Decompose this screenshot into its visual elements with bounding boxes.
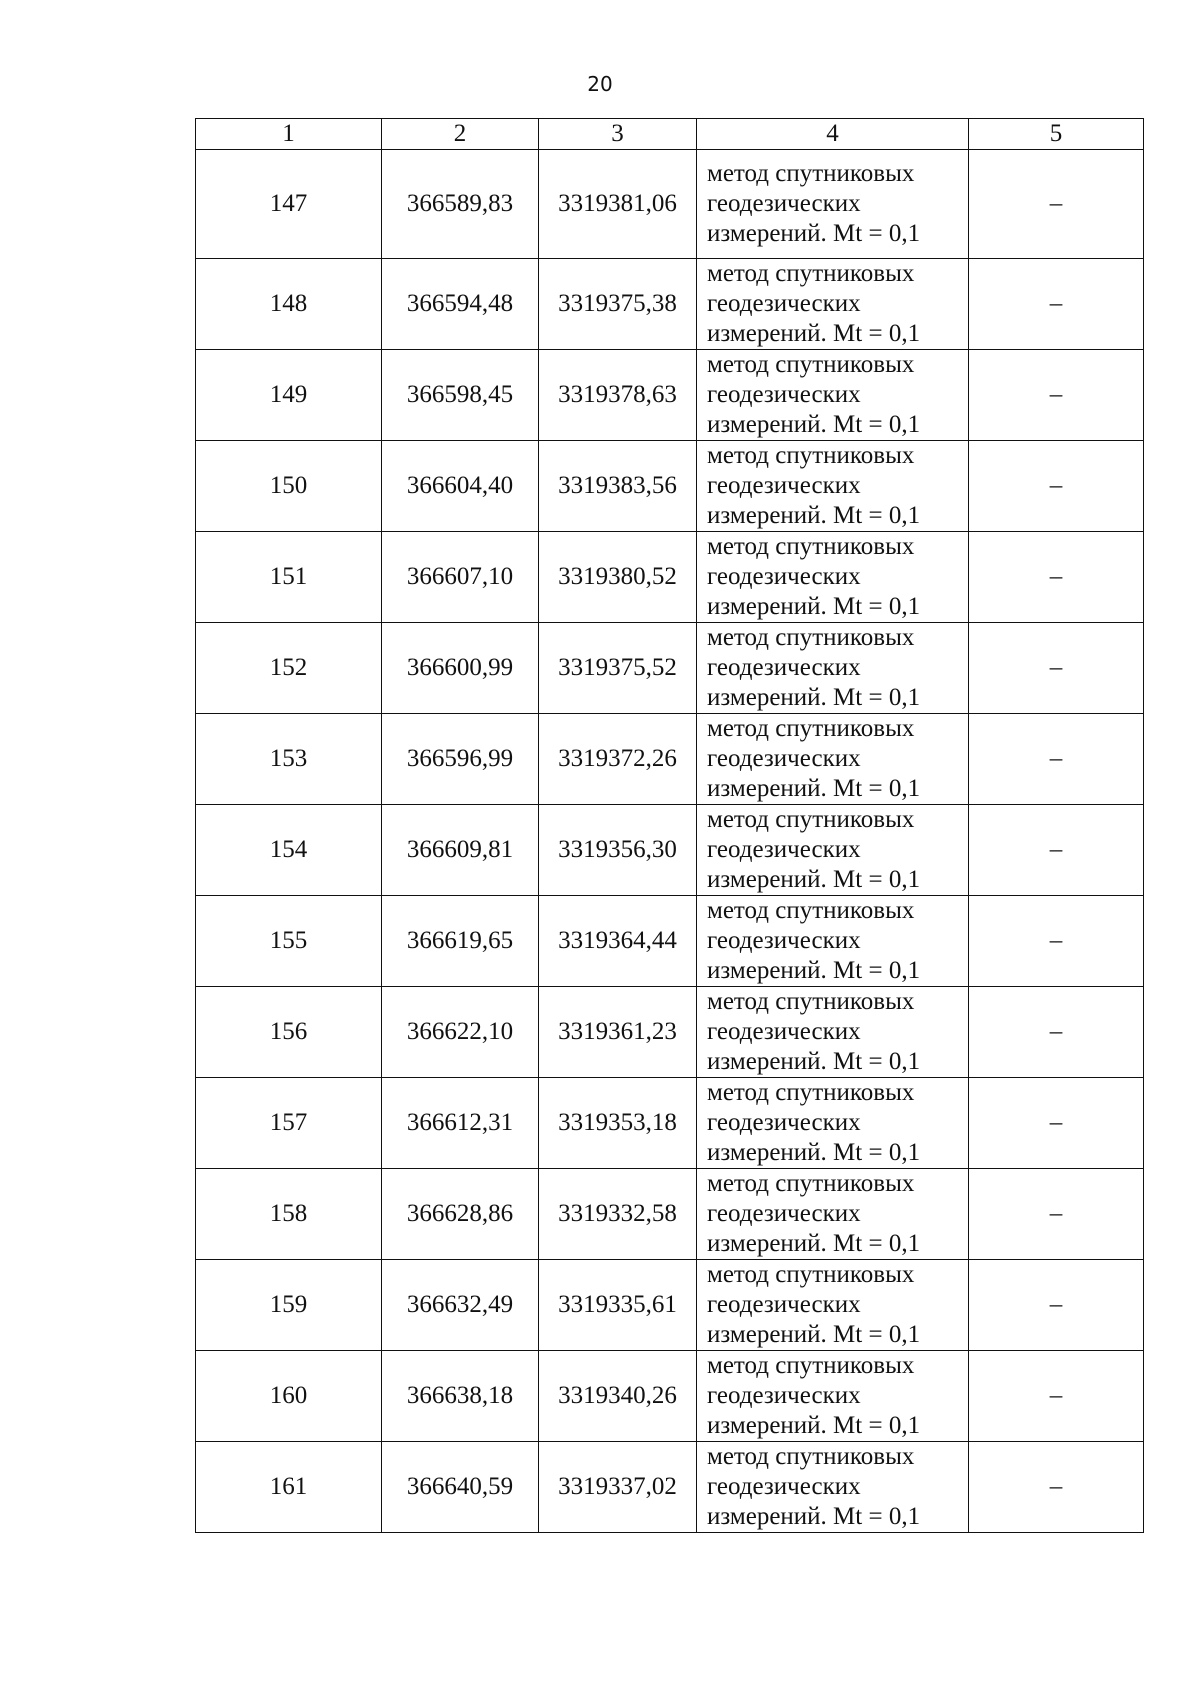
method-line: геодезических — [707, 1291, 861, 1318]
method-line: геодезических — [707, 1382, 861, 1409]
y-coordinate-cell: 3319380,52 — [539, 532, 697, 623]
table-row — [196, 1260, 1144, 1351]
method-cell — [697, 259, 969, 350]
x-coordinate-cell: 366612,31 — [382, 1078, 539, 1169]
table-row — [196, 1442, 1144, 1533]
method-cell — [697, 350, 969, 441]
point-number-cell: 154 — [196, 805, 382, 896]
x-coordinate-cell: 366609,81 — [382, 805, 539, 896]
method-line: метод спутниковых — [707, 806, 915, 833]
point-number-cell: 150 — [196, 441, 382, 532]
note-cell: – — [969, 896, 1144, 987]
method-line: геодезических — [707, 1109, 861, 1136]
method-line: метод спутниковых — [707, 351, 915, 378]
x-coordinate-cell: 366589,83 — [382, 150, 539, 259]
table-row — [196, 1078, 1144, 1169]
note-cell: – — [969, 532, 1144, 623]
method-line: геодезических — [707, 927, 861, 954]
table-row — [196, 805, 1144, 896]
method-cell — [697, 805, 969, 896]
x-coordinate-cell: 366594,48 — [382, 259, 539, 350]
x-coordinate-cell: 366598,45 — [382, 350, 539, 441]
note-cell: – — [969, 259, 1144, 350]
y-coordinate-cell: 3319375,52 — [539, 623, 697, 714]
note-cell: – — [969, 1442, 1144, 1533]
method-line: геодезических — [707, 472, 861, 499]
table-row — [196, 350, 1144, 441]
y-coordinate-cell: 3319361,23 — [539, 987, 697, 1078]
method-cell — [697, 532, 969, 623]
y-coordinate-cell: 3319381,06 — [539, 150, 697, 259]
column-header: 1 — [196, 119, 382, 150]
point-number-cell: 156 — [196, 987, 382, 1078]
x-coordinate-cell: 366596,99 — [382, 714, 539, 805]
method-line: метод спутниковых — [707, 1170, 915, 1197]
method-line: метод спутниковых — [707, 1261, 915, 1288]
point-number-cell: 148 — [196, 259, 382, 350]
y-coordinate-cell: 3319383,56 — [539, 441, 697, 532]
table-row — [196, 150, 1144, 259]
x-coordinate-cell: 366604,40 — [382, 441, 539, 532]
method-line: геодезических — [707, 745, 861, 772]
method-line: измерений. Mt = 0,1 — [707, 502, 921, 529]
method-line: геодезических — [707, 1200, 861, 1227]
method-line: метод спутниковых — [707, 715, 915, 742]
method-line: измерений. Mt = 0,1 — [707, 220, 921, 247]
y-coordinate-cell: 3319378,63 — [539, 350, 697, 441]
coordinates-table — [195, 118, 1144, 1533]
method-line: метод спутниковых — [707, 160, 915, 187]
method-line: метод спутниковых — [707, 988, 915, 1015]
method-line: измерений. Mt = 0,1 — [707, 1503, 921, 1530]
column-header: 2 — [382, 119, 539, 150]
method-line: измерений. Mt = 0,1 — [707, 1230, 921, 1257]
method-line: измерений. Mt = 0,1 — [707, 593, 921, 620]
x-coordinate-cell: 366619,65 — [382, 896, 539, 987]
note-cell: – — [969, 1260, 1144, 1351]
method-line: метод спутниковых — [707, 533, 915, 560]
method-line: измерений. Mt = 0,1 — [707, 1412, 921, 1439]
method-line: метод спутниковых — [707, 897, 915, 924]
note-cell: – — [969, 350, 1144, 441]
method-line: геодезических — [707, 836, 861, 863]
point-number-cell: 151 — [196, 532, 382, 623]
x-coordinate-cell: 366640,59 — [382, 1442, 539, 1533]
column-header: 3 — [539, 119, 697, 150]
method-cell — [697, 1169, 969, 1260]
note-cell: – — [969, 805, 1144, 896]
note-cell: – — [969, 150, 1144, 259]
method-line: измерений. Mt = 0,1 — [707, 684, 921, 711]
note-cell: – — [969, 714, 1144, 805]
table-row — [196, 714, 1144, 805]
y-coordinate-cell: 3319364,44 — [539, 896, 697, 987]
method-line: измерений. Mt = 0,1 — [707, 1139, 921, 1166]
y-coordinate-cell: 3319353,18 — [539, 1078, 697, 1169]
y-coordinate-cell: 3319372,26 — [539, 714, 697, 805]
point-number-cell: 158 — [196, 1169, 382, 1260]
method-line: геодезических — [707, 654, 861, 681]
method-line: измерений. Mt = 0,1 — [707, 775, 921, 802]
y-coordinate-cell: 3319332,58 — [539, 1169, 697, 1260]
note-cell: – — [969, 623, 1144, 714]
x-coordinate-cell: 366632,49 — [382, 1260, 539, 1351]
method-line: метод спутниковых — [707, 1079, 915, 1106]
y-coordinate-cell: 3319356,30 — [539, 805, 697, 896]
x-coordinate-cell: 366638,18 — [382, 1351, 539, 1442]
table-row — [196, 1351, 1144, 1442]
method-line: геодезических — [707, 1473, 861, 1500]
x-coordinate-cell: 366628,86 — [382, 1169, 539, 1260]
table-row — [196, 532, 1144, 623]
method-line: измерений. Mt = 0,1 — [707, 1048, 921, 1075]
method-cell — [697, 896, 969, 987]
method-line: метод спутниковых — [707, 442, 915, 469]
note-cell: – — [969, 1169, 1144, 1260]
page-number: 20 — [587, 72, 613, 96]
column-header: 5 — [969, 119, 1144, 150]
point-number-cell: 157 — [196, 1078, 382, 1169]
point-number-cell: 147 — [196, 150, 382, 259]
y-coordinate-cell: 3319335,61 — [539, 1260, 697, 1351]
table-body — [196, 150, 1144, 1533]
method-line: измерений. Mt = 0,1 — [707, 957, 921, 984]
point-number-cell: 160 — [196, 1351, 382, 1442]
method-line: метод спутниковых — [707, 1352, 915, 1379]
x-coordinate-cell: 366622,10 — [382, 987, 539, 1078]
point-number-cell: 159 — [196, 1260, 382, 1351]
method-cell — [697, 1442, 969, 1533]
method-line: геодезических — [707, 290, 861, 317]
x-coordinate-cell: 366607,10 — [382, 532, 539, 623]
table-header-row — [196, 119, 1144, 150]
method-cell — [697, 1078, 969, 1169]
method-cell — [697, 623, 969, 714]
method-cell — [697, 1260, 969, 1351]
note-cell: – — [969, 987, 1144, 1078]
y-coordinate-cell: 3319340,26 — [539, 1351, 697, 1442]
note-cell: – — [969, 1351, 1144, 1442]
y-coordinate-cell: 3319337,02 — [539, 1442, 697, 1533]
method-line: метод спутниковых — [707, 624, 915, 651]
table-row — [196, 441, 1144, 532]
table-row — [196, 896, 1144, 987]
method-cell — [697, 714, 969, 805]
method-cell — [697, 1351, 969, 1442]
column-header: 4 — [697, 119, 969, 150]
method-line: измерений. Mt = 0,1 — [707, 866, 921, 893]
method-line: измерений. Mt = 0,1 — [707, 1321, 921, 1348]
point-number-cell: 153 — [196, 714, 382, 805]
table-row — [196, 259, 1144, 350]
point-number-cell: 149 — [196, 350, 382, 441]
table-row — [196, 623, 1144, 714]
method-line: метод спутниковых — [707, 260, 915, 287]
table-row — [196, 1169, 1144, 1260]
method-line: геодезических — [707, 381, 861, 408]
x-coordinate-cell: 366600,99 — [382, 623, 539, 714]
method-line: измерений. Mt = 0,1 — [707, 320, 921, 347]
point-number-cell: 152 — [196, 623, 382, 714]
note-cell: – — [969, 441, 1144, 532]
method-line: геодезических — [707, 563, 861, 590]
y-coordinate-cell: 3319375,38 — [539, 259, 697, 350]
method-cell — [697, 441, 969, 532]
method-cell — [697, 150, 969, 259]
method-line: геодезических — [707, 1018, 861, 1045]
point-number-cell: 161 — [196, 1442, 382, 1533]
method-cell — [697, 987, 969, 1078]
method-line: метод спутниковых — [707, 1443, 915, 1470]
note-cell: – — [969, 1078, 1144, 1169]
method-line: измерений. Mt = 0,1 — [707, 411, 921, 438]
table-row — [196, 987, 1144, 1078]
point-number-cell: 155 — [196, 896, 382, 987]
method-line: геодезических — [707, 190, 861, 217]
